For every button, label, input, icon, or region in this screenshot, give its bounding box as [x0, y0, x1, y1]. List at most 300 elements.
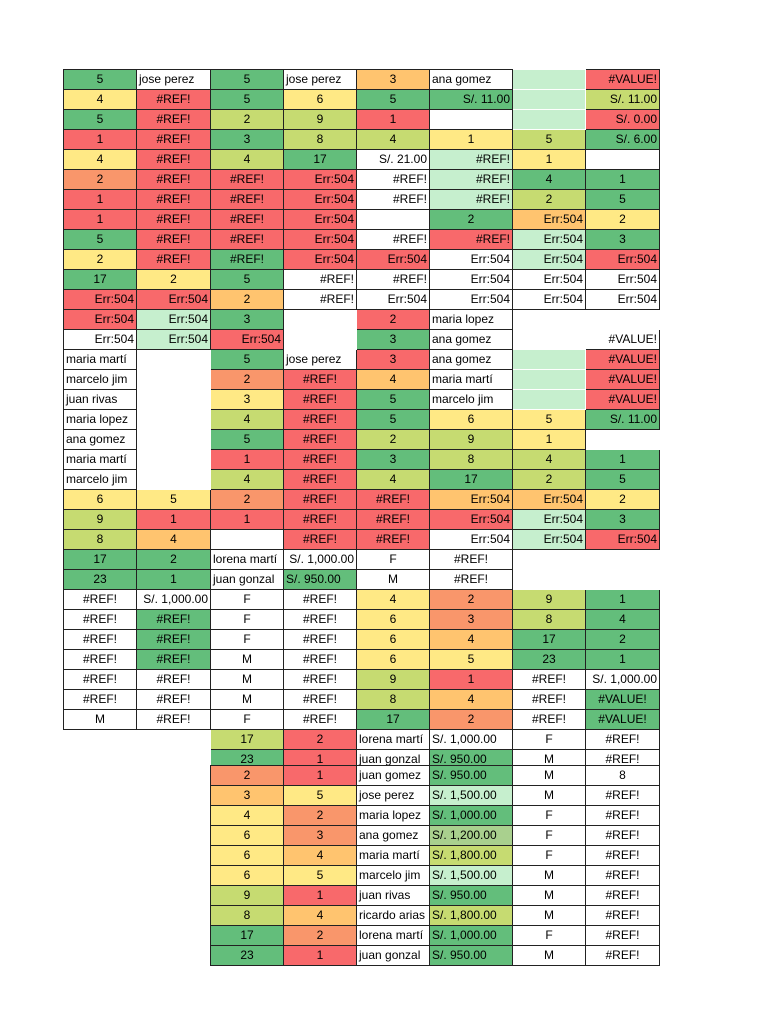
table-cell: 4 [430, 630, 513, 650]
table-cell: juan gonzal [357, 946, 430, 966]
table-cell: 5 [137, 490, 211, 510]
table-cell: Err:504 [357, 290, 430, 310]
bottom-spreadsheet-table [210, 765, 660, 966]
table-cell: #REF! [137, 190, 211, 210]
table-cell: 6 [211, 846, 284, 866]
table-cell: S/. 6.00 [586, 130, 660, 150]
table-cell: S/. 1,200.00 [430, 826, 513, 846]
table-cell: #REF! [586, 866, 660, 886]
table-cell: 4 [211, 410, 284, 430]
table-cell: 1 [586, 590, 660, 610]
table-row [64, 650, 660, 670]
table-cell: Err:504 [513, 250, 586, 270]
table-row [64, 230, 660, 250]
table-cell: 8 [430, 450, 513, 470]
table-cell [137, 750, 211, 770]
table-cell: 4 [64, 150, 137, 170]
table-cell [513, 350, 586, 370]
table-row [64, 550, 660, 570]
table-cell: #REF! [513, 670, 586, 690]
table-cell: #REF! [430, 150, 513, 170]
table-cell: #REF! [586, 946, 660, 966]
table-cell: M [513, 866, 586, 886]
table-cell: juan gomez [357, 766, 430, 786]
table-cell: Err:504 [586, 530, 660, 550]
table-cell: #REF! [284, 490, 357, 510]
table-cell: #REF! [284, 390, 357, 410]
table-cell: 8 [284, 130, 357, 150]
table-cell: 2 [430, 710, 513, 730]
table-cell: #REF! [430, 190, 513, 210]
table-cell: #REF! [430, 550, 513, 570]
table-cell: M [513, 946, 586, 966]
table-cell: Err:504 [513, 490, 586, 510]
table-cell: 5 [211, 430, 284, 450]
table-cell: #REF! [64, 610, 137, 630]
table-cell: #REF! [586, 750, 660, 770]
table-row [64, 290, 660, 310]
table-cell: S/. 1,000.00 [430, 926, 513, 946]
table-cell: 23 [211, 946, 284, 966]
table-cell: S/. 1,000.00 [430, 806, 513, 826]
table-cell: 1 [137, 510, 211, 530]
table-cell: 1 [137, 570, 211, 590]
table-cell: #REF! [284, 650, 357, 670]
table-cell: 23 [64, 570, 137, 590]
table-cell: 17 [64, 550, 137, 570]
table-cell: F [211, 610, 284, 630]
table-cell [64, 750, 137, 770]
table-cell: #REF! [284, 670, 357, 690]
table-cell: #REF! [137, 230, 211, 250]
table-cell: #REF! [284, 430, 357, 450]
table-cell: #REF! [137, 110, 211, 130]
table-cell: 3 [586, 230, 660, 250]
table-cell: jose perez [137, 70, 211, 90]
table-row [64, 470, 660, 490]
table-cell: maria martí [64, 450, 137, 470]
table-cell: S/. 1,500.00 [430, 866, 513, 886]
table-cell: maria martí [430, 370, 513, 390]
table-row [211, 946, 660, 966]
table-cell: 2 [284, 730, 357, 750]
table-cell: #REF! [357, 490, 430, 510]
table-cell: #REF! [357, 190, 430, 210]
table-cell: juan gonzal [357, 750, 430, 770]
table-cell: #REF! [357, 510, 430, 530]
table-cell: 1 [211, 510, 284, 530]
table-cell: 1 [211, 450, 284, 470]
table-cell: 5 [211, 350, 284, 370]
table-cell: 2 [513, 470, 586, 490]
table-cell: ana gomez [430, 330, 513, 350]
table-cell: 4 [586, 610, 660, 630]
table-cell [284, 330, 357, 350]
table-cell: Err:504 [211, 330, 284, 350]
table-cell: #REF! [284, 510, 357, 530]
table-cell: #REF! [137, 670, 211, 690]
table-cell: 8 [357, 690, 430, 710]
table-cell [513, 310, 586, 330]
table-row [64, 350, 660, 370]
table-cell: F [513, 926, 586, 946]
table-cell: M [513, 886, 586, 906]
table-cell: 4 [211, 806, 284, 826]
table-cell: 2 [357, 430, 430, 450]
table-cell: Err:504 [430, 510, 513, 530]
table-cell: maria lopez [430, 310, 513, 330]
table-cell: Err:504 [430, 270, 513, 290]
table-row [64, 430, 660, 450]
table-cell: 5 [284, 866, 357, 886]
table-cell: 17 [357, 710, 430, 730]
table-cell: 17 [284, 150, 357, 170]
table-cell: Err:504 [64, 290, 137, 310]
table-cell: 3 [284, 826, 357, 846]
table-cell: ana gomez [357, 826, 430, 846]
table-cell: #REF! [586, 886, 660, 906]
table-cell: 8 [513, 610, 586, 630]
table-cell: 1 [284, 750, 357, 770]
table-cell: #VALUE! [586, 330, 660, 350]
table-cell [586, 430, 660, 450]
table-cell: maria lopez [64, 410, 137, 430]
table-cell: Err:504 [284, 190, 357, 210]
table-cell [357, 210, 430, 230]
table-cell: #REF! [211, 230, 284, 250]
table-cell: Err:504 [586, 290, 660, 310]
table-cell: 1 [513, 430, 586, 450]
table-row [211, 906, 660, 926]
table-cell: 3 [211, 130, 284, 150]
table-cell: #REF! [211, 170, 284, 190]
table-cell [513, 390, 586, 410]
table-cell: #REF! [284, 690, 357, 710]
table-cell: 3 [430, 610, 513, 630]
table-cell: Err:504 [513, 210, 586, 230]
table-cell: #REF! [284, 630, 357, 650]
table-cell: 2 [513, 190, 586, 210]
table-cell: 9 [430, 430, 513, 450]
table-cell: #REF! [357, 230, 430, 250]
table-cell: 2 [284, 806, 357, 826]
table-cell: ricardo arias [357, 906, 430, 926]
table-cell: #VALUE! [586, 70, 660, 90]
table-row [64, 410, 660, 430]
table-cell: 17 [64, 270, 137, 290]
table-cell: 9 [211, 886, 284, 906]
table-cell: #REF! [513, 690, 586, 710]
table-cell: #VALUE! [586, 350, 660, 370]
table-cell: 4 [137, 530, 211, 550]
table-cell: 23 [513, 650, 586, 670]
table-cell: 5 [64, 70, 137, 90]
table-cell: S/. 950.00 [430, 750, 513, 770]
table-cell: Err:504 [513, 290, 586, 310]
table-cell: jose perez [284, 350, 357, 370]
table-cell: S/. 1,500.00 [430, 786, 513, 806]
table-cell: 1 [64, 130, 137, 150]
table-cell: S/. 1,800.00 [430, 906, 513, 926]
table-cell: 4 [284, 906, 357, 926]
table-cell: #REF! [64, 650, 137, 670]
table-cell: #REF! [357, 270, 430, 290]
table-cell: 4 [513, 450, 586, 470]
table-cell: Err:504 [137, 290, 211, 310]
table-cell: 23 [211, 750, 284, 770]
table-cell: 4 [357, 470, 430, 490]
table-cell: ana gomez [64, 430, 137, 450]
table-cell: #REF! [586, 786, 660, 806]
table-row [64, 330, 660, 350]
table-cell: 1 [430, 670, 513, 690]
table-cell: Err:504 [284, 230, 357, 250]
table-cell: 4 [513, 170, 586, 190]
table-cell: 2 [64, 170, 137, 190]
table-cell: Err:504 [430, 530, 513, 550]
table-cell [137, 470, 211, 490]
table-row [64, 570, 660, 590]
table-cell [137, 390, 211, 410]
table-cell: 3 [586, 510, 660, 530]
table-cell: S/. 950.00 [430, 946, 513, 966]
table-cell: 6 [357, 650, 430, 670]
table-cell: maria lopez [357, 806, 430, 826]
table-cell: 5 [586, 470, 660, 490]
table-cell: 3 [211, 310, 284, 330]
table-cell: 9 [513, 590, 586, 610]
table-cell: Err:504 [284, 250, 357, 270]
table-cell: S/. 11.00 [586, 90, 660, 110]
table-cell: M [357, 570, 430, 590]
table-row [211, 866, 660, 886]
table-cell: #REF! [586, 906, 660, 926]
table-cell: #REF! [586, 806, 660, 826]
table-cell [513, 570, 586, 590]
table-cell: 17 [513, 630, 586, 650]
table-row [64, 390, 660, 410]
table-row [211, 886, 660, 906]
table-row [64, 70, 660, 90]
table-cell: M [513, 766, 586, 786]
table-cell: 3 [357, 450, 430, 470]
table-cell: S/. 950.00 [430, 886, 513, 906]
table-row [64, 250, 660, 270]
table-cell: 1 [430, 130, 513, 150]
table-cell: 5 [64, 110, 137, 130]
table-cell: #REF! [284, 290, 357, 310]
table-cell: M [211, 670, 284, 690]
table-cell: #REF! [586, 926, 660, 946]
table-row [64, 730, 660, 750]
table-cell: #REF! [137, 690, 211, 710]
table-cell: Err:504 [586, 250, 660, 270]
table-cell: 4 [430, 690, 513, 710]
table-cell: F [513, 846, 586, 866]
table-cell: Err:504 [430, 490, 513, 510]
table-cell: 2 [211, 290, 284, 310]
table-row [64, 610, 660, 630]
table-cell: 4 [357, 130, 430, 150]
table-row [64, 710, 660, 730]
table-cell: 2 [586, 630, 660, 650]
table-cell: #REF! [64, 690, 137, 710]
table-cell: #REF! [137, 130, 211, 150]
table-cell: 9 [284, 110, 357, 130]
table-cell: S/. 1,800.00 [430, 846, 513, 866]
table-cell: Err:504 [586, 270, 660, 290]
table-cell: 5 [430, 650, 513, 670]
table-row [64, 510, 660, 530]
table-cell: 1 [284, 946, 357, 966]
table-cell: 5 [64, 230, 137, 250]
table-cell: F [211, 630, 284, 650]
table-cell: 5 [211, 270, 284, 290]
table-cell: S/. 950.00 [430, 766, 513, 786]
table-cell: 6 [284, 90, 357, 110]
table-cell: 4 [211, 150, 284, 170]
table-cell: 8 [586, 766, 660, 786]
table-cell: F [211, 590, 284, 610]
table-row [64, 370, 660, 390]
table-cell: 2 [430, 210, 513, 230]
table-cell: 2 [137, 270, 211, 290]
table-cell [586, 570, 660, 590]
table-row [64, 270, 660, 290]
table-cell: 2 [211, 110, 284, 130]
table-cell: ana gomez [430, 70, 513, 90]
table-cell: marcelo jim [64, 370, 137, 390]
table-cell: 1 [284, 766, 357, 786]
table-cell: 1 [64, 210, 137, 230]
table-cell: #REF! [211, 250, 284, 270]
table-row [64, 110, 660, 130]
table-cell: #REF! [430, 570, 513, 590]
table-row [64, 530, 660, 550]
table-cell: 3 [357, 70, 430, 90]
table-cell: 4 [284, 846, 357, 866]
table-cell [513, 370, 586, 390]
table-cell: 2 [586, 210, 660, 230]
table-cell: F [513, 730, 586, 750]
table-row [64, 630, 660, 650]
table-cell: 9 [357, 670, 430, 690]
table-cell: 2 [211, 766, 284, 786]
table-cell [137, 350, 211, 370]
table-cell: M [64, 710, 137, 730]
table-cell: S/. 1,000.00 [430, 730, 513, 750]
table-cell: #REF! [137, 210, 211, 230]
table-cell: Err:504 [64, 310, 137, 330]
table-cell: Err:504 [284, 170, 357, 190]
table-cell: S/. 11.00 [586, 410, 660, 430]
table-cell: 6 [357, 630, 430, 650]
table-cell: 5 [513, 130, 586, 150]
table-cell: 1 [586, 170, 660, 190]
table-cell: juan rivas [357, 886, 430, 906]
table-row [64, 150, 660, 170]
table-cell: 1 [586, 450, 660, 470]
table-cell: Err:504 [513, 510, 586, 530]
table-cell: #REF! [64, 630, 137, 650]
table-cell: 4 [357, 370, 430, 390]
table-cell: 6 [430, 410, 513, 430]
table-row [64, 490, 660, 510]
table-cell: #REF! [586, 826, 660, 846]
table-cell: #REF! [284, 370, 357, 390]
table-cell [137, 730, 211, 750]
table-cell: #REF! [137, 710, 211, 730]
table-cell: Err:504 [357, 250, 430, 270]
table-cell: 5 [586, 190, 660, 210]
table-cell: 17 [211, 926, 284, 946]
table-cell: #REF! [137, 610, 211, 630]
table-cell: #REF! [211, 190, 284, 210]
table-cell: 6 [211, 826, 284, 846]
table-cell: #REF! [284, 450, 357, 470]
table-cell: M [513, 906, 586, 926]
table-cell: juan gonzal [211, 570, 284, 590]
table-cell [513, 90, 586, 110]
table-cell: Err:504 [430, 290, 513, 310]
table-cell: #REF! [137, 650, 211, 670]
table-cell: 1 [64, 190, 137, 210]
table-cell: 2 [284, 926, 357, 946]
table-cell: #REF! [284, 410, 357, 430]
table-cell: #VALUE! [586, 390, 660, 410]
table-cell: maria martí [64, 350, 137, 370]
table-cell: 2 [586, 490, 660, 510]
table-cell: S/. 950.00 [284, 570, 357, 590]
table-row [64, 90, 660, 110]
table-cell: Err:504 [64, 330, 137, 350]
table-cell: 4 [211, 470, 284, 490]
table-cell: lorena martí [357, 926, 430, 946]
table-cell: 2 [211, 490, 284, 510]
table-cell: 6 [211, 866, 284, 886]
table-cell: #REF! [284, 610, 357, 630]
table-cell: #REF! [211, 210, 284, 230]
table-cell: #REF! [137, 150, 211, 170]
table-cell: 8 [64, 530, 137, 550]
table-cell: marcelo jim [430, 390, 513, 410]
table-cell: 17 [430, 470, 513, 490]
table-cell: 8 [211, 906, 284, 926]
table-row [64, 690, 660, 710]
table-cell: 2 [137, 550, 211, 570]
table-cell: S/. 0.00 [586, 110, 660, 130]
table-cell: #REF! [284, 710, 357, 730]
table-cell: Err:504 [513, 230, 586, 250]
table-cell [586, 550, 660, 570]
table-row [64, 670, 660, 690]
table-cell: Err:504 [513, 270, 586, 290]
table-cell: #REF! [64, 670, 137, 690]
table-cell: F [211, 710, 284, 730]
table-row [64, 590, 660, 610]
table-cell: 5 [357, 390, 430, 410]
table-cell: #REF! [284, 470, 357, 490]
table-row [64, 130, 660, 150]
table-cell: lorena martí [211, 550, 284, 570]
table-row [64, 310, 660, 330]
table-cell: S/. 11.00 [430, 90, 513, 110]
table-cell [137, 370, 211, 390]
table-cell: #REF! [586, 846, 660, 866]
table-cell: maria martí [357, 846, 430, 866]
table-cell: #REF! [137, 90, 211, 110]
table-cell: 5 [211, 70, 284, 90]
